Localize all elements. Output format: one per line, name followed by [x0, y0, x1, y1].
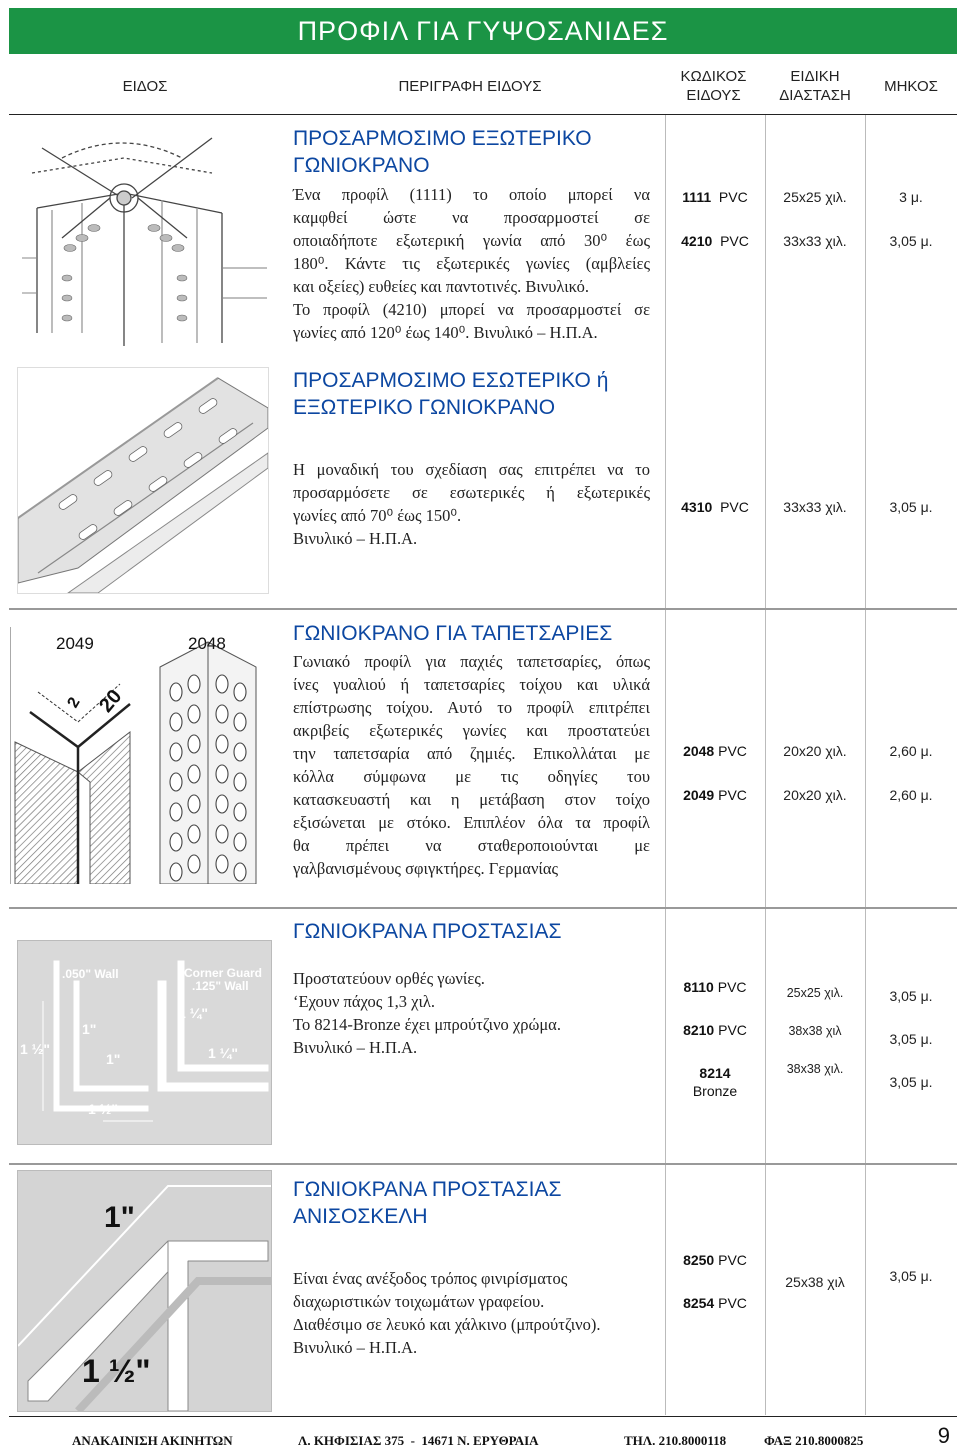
page-number: 9 — [937, 1423, 950, 1448]
product-description — [293, 650, 650, 880]
figure-dimension: 1 ¼" — [208, 1045, 238, 1061]
product-code: 1111 PVC — [682, 189, 748, 205]
product-dimension: 25x25 χιλ. — [783, 189, 847, 205]
section-divider — [9, 1163, 957, 1165]
footer-rule — [9, 1416, 957, 1417]
description-line: καμφθεί ώστε να προσαρμοστεί σε — [293, 208, 650, 227]
footer-phone: ΤΗΛ. 210.8000118 — [624, 1433, 727, 1448]
product-code: 8210 PVC — [683, 1022, 747, 1038]
description-line: κόλλα σύμφωνα με τις οδηγίες του — [293, 767, 650, 786]
product-length: 3,05 μ. — [889, 1268, 933, 1284]
col-header-kind: ΕΙΔΟΣ — [122, 78, 168, 95]
product-dimension: 33x33 χιλ. — [783, 499, 847, 515]
unequal-leg-corner-guard-figure — [17, 1170, 272, 1412]
figure-corner-guard-label — [184, 967, 262, 993]
description-line: Βινυλικό – Η.Π.Α. — [293, 529, 418, 548]
figure-dimension: 1" — [106, 1051, 121, 1067]
col-header-code-line2: ΕΙΔΟΥΣ — [686, 87, 741, 104]
description-line: Το προφίλ (4210) μπορεί να προσαρμοστεί σε — [293, 300, 650, 319]
figure-label-2048: 2048 — [188, 634, 226, 653]
product-length: 3,05 μ. — [889, 233, 933, 249]
product-length: 3,05 μ. — [889, 1074, 933, 1090]
product-code: 8254 PVC — [683, 1295, 747, 1311]
product-code: 8214 Bronze — [692, 1065, 738, 1099]
product-description — [293, 183, 650, 344]
adjustable-internal-external-corner-figure — [17, 367, 269, 594]
product-code: 2048 PVC — [683, 743, 747, 759]
figure-wall-label: .050" Wall — [62, 967, 119, 981]
description-line: Βινυλικό – Η.Π.Α. — [293, 1038, 418, 1057]
figure-corner-guard-line1: Corner Guard — [184, 966, 263, 980]
description-line: ακριβείς εξωτερικές γωνίες και προστατεύει — [293, 721, 650, 740]
description-line: θα πρέπει να σταθεροποιούνται με — [293, 836, 650, 855]
description-line: Προστατεύουν ορθές γωνίες. — [293, 969, 485, 988]
product-code: 8110 PVC — [683, 979, 747, 995]
col-header-dimension-line1: ΕΙΔΙΚΗ — [790, 68, 840, 85]
product-dimension: 38x38 χιλ — [788, 1024, 842, 1038]
product-description — [293, 967, 658, 1059]
product-dimension: 20x20 χιλ. — [783, 743, 847, 759]
footer-company: ΑΝΑΚΑΙΝΙΣΗ ΑΚΙΝΗΤΩΝ — [72, 1433, 233, 1448]
description-line: εξισώνεται με στόκο. Επιπλέον όλα τα προφίλ — [293, 813, 650, 832]
description-line: γαλβανισμένους σφιγκτήρες. Γερμανίας — [293, 859, 559, 878]
product-title-line1: ΓΩΝΙΟΚΡΑΝΑ ΠΡΟΣΤΑΣΙΑΣ — [293, 1178, 562, 1201]
wallpaper-corner-figure — [10, 622, 268, 884]
col-header-dimension-line2: ΔΙΑΣΤΑΣΗ — [779, 87, 851, 104]
product-dimension: 25x25 χιλ. — [786, 986, 844, 1000]
product-length: 3,05 μ. — [889, 988, 933, 1004]
product-description — [293, 1267, 658, 1359]
product-title: ΓΩΝΙΟΚΡΑΝΑ ΠΡΟΣΤΑΣΙΑΣ — [293, 920, 562, 943]
figure-dimension-20: 20 — [95, 685, 127, 717]
column-separator — [765, 115, 766, 1415]
product-dimension: 33x33 χιλ. — [783, 233, 847, 249]
product-length: 3 μ. — [899, 189, 923, 205]
figure-dimension: 1 ½" — [82, 1353, 151, 1389]
description-line: γωνίες από 120⁰ έως 140⁰. Βινυλικό – Η.Π.Α. — [293, 323, 598, 342]
description-line: διαχωριστικών τοιχωμάτων γραφείου. — [293, 1292, 545, 1311]
column-separator — [665, 115, 666, 1415]
figure-label-2049: 2049 — [56, 634, 94, 653]
description-line: Βινυλικό – Η.Π.Α. — [293, 1338, 418, 1357]
description-line: οποιαδήποτε εξωτερική γωνία από 30⁰ έως — [293, 231, 650, 250]
figure-dimension: 1 ½" — [20, 1041, 50, 1057]
product-title — [293, 367, 663, 421]
col-header-code-line1: ΚΩΔΙΚΟΣ — [680, 68, 747, 85]
description-line: 180⁰. Κάντε τις εξωτερικές γωνίες (αμβλείες — [293, 254, 650, 273]
product-code: 8250 PVC — [683, 1252, 747, 1268]
section-divider — [9, 907, 957, 909]
product-code: 2049 PVC — [683, 787, 747, 803]
section-divider — [9, 608, 957, 610]
description-line: Το 8214-Bronze έχει μπρούτζινο χρώμα. — [293, 1015, 561, 1034]
figure-dimension: 1 ½" — [88, 1101, 118, 1117]
product-length: 2,60 μ. — [889, 787, 933, 803]
page-title: ΠΡΟΦΙΛ ΓΙΑ ΓΥΨΟΣΑΝΙΔΕΣ — [9, 8, 957, 54]
description-line: και οξείες) ευθείες και παντοτινές. Βινυλικό. — [293, 277, 589, 296]
product-title-line2: ΕΞΩΤΕΡΙΚΟ ΓΩΝΙΟΚΡΑΝΟ — [293, 396, 556, 419]
adjustable-external-corner-figure — [22, 118, 267, 346]
footer-address: Λ. ΚΗΦΙΣΙΑΣ 375 - 14671 Ν. ΕΡΥΘΡΑΙΑ — [298, 1433, 539, 1448]
description-line: προσαρμόσετε σε εσωτερικές ή εξωτερικές — [293, 483, 650, 502]
product-title — [293, 1176, 663, 1230]
figure-dimension: 1 ¼" — [178, 1005, 208, 1021]
product-dimension: 25x38 χιλ — [785, 1274, 845, 1290]
figure-dimension: 1" — [104, 1201, 135, 1234]
product-description — [293, 458, 650, 550]
description-line: Διαθέσιμο σε λευκό και χάλκινο (μπρούτζινο). — [293, 1315, 601, 1334]
product-length: 3,05 μ. — [889, 1031, 933, 1047]
product-title-line1: ΠΡΟΣΑΡΜΟΣΙΜΟ ΕΣΩΤΕΡΙΚΟ ή — [293, 369, 609, 392]
description-line: γωνίες από 70⁰ έως 150⁰. — [293, 506, 462, 525]
protection-corner-guard-figure — [17, 940, 272, 1145]
product-title: ΓΩΝΙΟΚΡΑΝΟ ΓΙΑ ΤΑΠΕΤΣΑΡΙΕΣ — [293, 622, 613, 645]
col-header-description: ΠΕΡΙΓΡΑΦΗ ΕΙΔΟΥΣ — [398, 78, 542, 95]
description-line: Ένα προφίλ (1111) το οποίο μπορεί να — [293, 185, 650, 204]
product-title-line1: ΠΡΟΣΑΡΜΟΣΙΜΟ ΕΞΩΤΕΡΙΚΟ — [293, 127, 592, 150]
description-line: Η μοναδική του σχεδίαση σας επιτρέπει να το — [293, 460, 650, 479]
figure-dimension-2: 2 — [64, 694, 84, 711]
header-rule — [9, 114, 957, 115]
description-line: την ταπετσαρία από ζημιές. Επικολλάται με — [293, 744, 650, 763]
description-line: επίστρωσης τοίχου. Αυτό το προφίλ επιτρέπει — [293, 698, 650, 717]
description-line: ίνες γυαλιού ή ταπετσαρίες τοίχου και υλικά — [293, 675, 650, 694]
figure-corner-guard-line2: .125" Wall — [192, 979, 249, 993]
product-dimension: 38x38 χιλ. — [786, 1062, 844, 1076]
product-length: 3,05 μ. — [889, 499, 933, 515]
description-line: ‘Εχουν πάχος 1,3 χιλ. — [293, 992, 436, 1011]
description-line: Είναι ένας ανέξοδος τρόπος φινιρίσματος — [293, 1269, 568, 1288]
figure-dimension: 1" — [82, 1021, 97, 1037]
col-header-length: ΜΗΚΟΣ — [884, 78, 938, 95]
product-dimension: 20x20 χιλ. — [783, 787, 847, 803]
product-length: 2,60 μ. — [889, 743, 933, 759]
product-title-line2: ΓΩΝΙΟΚΡΑΝΟ — [293, 154, 430, 177]
col-header-code — [666, 67, 761, 105]
product-title — [293, 125, 663, 179]
description-line: κατασκευαστή και η μετάβαση στον τοίχο — [293, 790, 650, 809]
description-line: Γωνιακό προφίλ για παχιές ταπετσαρίες, όπως — [293, 652, 650, 671]
product-code: 4210 PVC — [681, 233, 749, 249]
product-code: 4310 PVC — [681, 499, 749, 515]
product-title-line2: ΑΝΙΣΟΣΚΕΛΗ — [293, 1205, 428, 1228]
column-separator — [865, 115, 866, 1415]
footer-fax: ΦΑΞ 210.8000825 — [764, 1433, 864, 1448]
col-header-dimension — [766, 67, 864, 105]
